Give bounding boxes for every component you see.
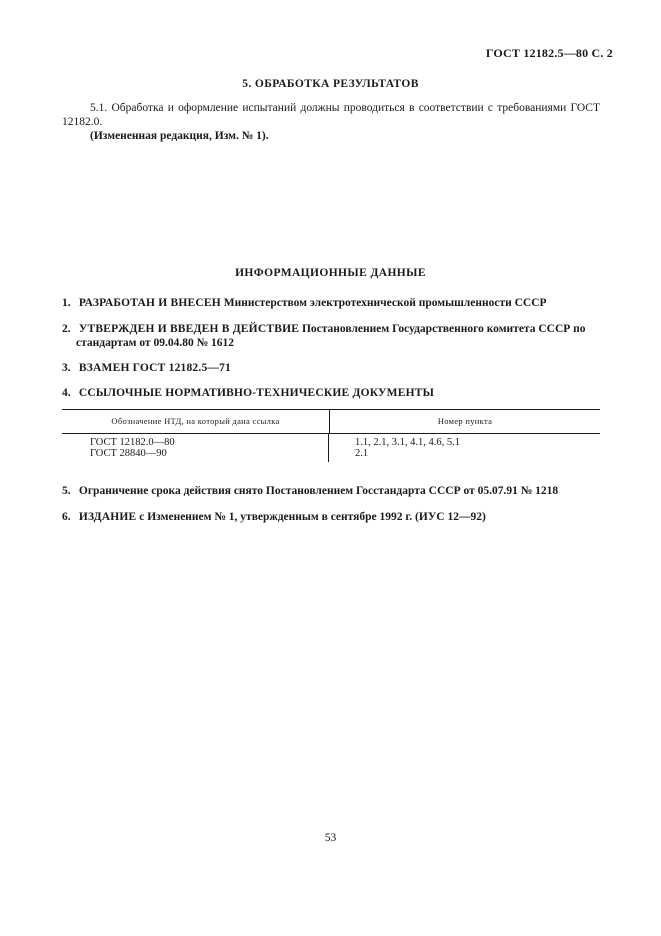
info-item-5 xyxy=(62,484,602,498)
info-item-lead: РАЗРАБОТАН И ВНЕСЕН xyxy=(78,297,221,309)
table-cell-doc: ГОСТ 28840—90 xyxy=(90,448,167,459)
table-cell-doc: ГОСТ 12182.0—80 xyxy=(90,437,175,448)
info-item-lead: ИЗДАНИЕ xyxy=(78,511,137,523)
info-item-6 xyxy=(62,510,602,524)
reference-table-body xyxy=(62,434,600,462)
info-item-text: Министерством электротехнической промышленности СССР xyxy=(223,297,547,309)
info-item-text: Постановлением Государственного комитета СССР по xyxy=(301,323,586,335)
info-item-text-continued: стандартам от 09.04.80 № 1612 xyxy=(76,337,235,349)
reference-table-clause-column xyxy=(329,434,600,462)
reference-table-doc-column xyxy=(62,434,329,462)
info-item-1 xyxy=(62,296,602,310)
info-item-3 xyxy=(62,361,602,375)
reference-table-header-clause: Номер пункта xyxy=(437,416,493,426)
info-item-number: 2. xyxy=(62,323,71,335)
info-item-number: 5. xyxy=(62,485,71,497)
section-5-title: 5. ОБРАБОТКА РЕЗУЛЬТАТОВ xyxy=(242,78,419,90)
table-cell-clauses: 1.1, 2.1, 3.1, 4.1, 4.6, 5.1 xyxy=(355,437,460,448)
info-item-2 xyxy=(62,322,602,350)
reference-table-header-doc: Обозначение НТД, на который дана ссылка xyxy=(62,410,330,433)
info-item-lead: ВЗАМЕН ГОСТ 12182.5—71 xyxy=(78,362,232,374)
info-item-text: с Изменением № 1, утвержденным в сентябре 1992 г. (ИУС 12—92) xyxy=(139,511,486,523)
info-item-number: 3. xyxy=(62,362,71,374)
page-header: ГОСТ 12182.5—80 С. 2 xyxy=(485,46,613,60)
section-5-paragraph: 5.1. Обработка и оформление испытаний должны проводиться в соответствии с требованиями ГОСТ 12182.0. xyxy=(62,102,600,128)
info-item-number: 1. xyxy=(62,297,71,309)
info-item-text: Ограничение срока действия снято Постановлением Госстандарта СССР от 05.07.91 № 1218 xyxy=(78,485,559,497)
page-number: 53 xyxy=(324,832,337,844)
info-item-number: 4. xyxy=(62,387,71,399)
info-item-lead: ССЫЛОЧНЫЕ НОРМАТИВНО-ТЕХНИЧЕСКИЕ ДОКУМЕНТЫ xyxy=(78,387,435,399)
reference-table-header xyxy=(62,410,600,434)
edit-note: (Измененная редакция, Изм. № 1). xyxy=(90,130,269,142)
info-item-4 xyxy=(62,386,602,400)
info-item-number: 6. xyxy=(62,511,71,523)
info-title: ИНФОРМАЦИОННЫЕ ДАННЫЕ xyxy=(235,267,426,279)
table-cell-clauses: 2.1 xyxy=(355,448,369,459)
info-item-lead: УТВЕРЖДЕН И ВВЕДЕН В ДЕЙСТВИЕ xyxy=(78,323,300,335)
reference-table xyxy=(62,409,600,462)
